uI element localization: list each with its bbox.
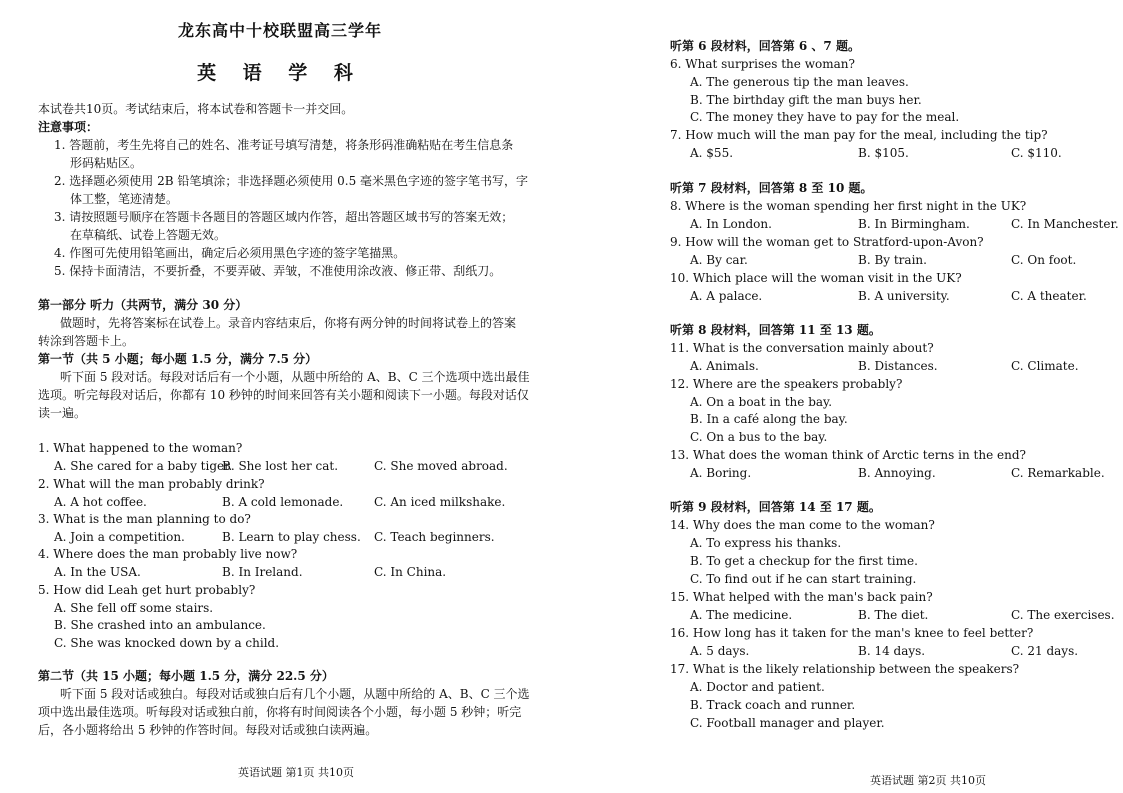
option-c: C. In Manchester. xyxy=(1011,217,1119,231)
option-a: A. The generous tip the man leaves. xyxy=(690,75,909,89)
question-14: 14. Why does the man come to the woman? xyxy=(670,518,935,532)
exam-page-1 xyxy=(0,0,560,793)
question-1: 1. What happened to the woman? xyxy=(38,441,243,455)
option-a: A. In London. xyxy=(690,217,772,231)
option-a: A. To express his thanks. xyxy=(690,536,842,550)
exam-header-title: 龙东高中十校联盟高三学年 xyxy=(177,21,382,40)
option-c: C. On foot. xyxy=(1011,253,1077,267)
exam-page-2 xyxy=(560,0,1123,793)
option-b: B. Learn to play chess. xyxy=(222,530,361,544)
question-6: 6. What surprises the woman? xyxy=(670,57,855,71)
option-c: C. On a bus to the bay. xyxy=(690,430,828,444)
option-b: B. By train. xyxy=(858,253,927,267)
option-c: C. Football manager and player. xyxy=(690,716,885,730)
option-c: C. She moved abroad. xyxy=(374,459,508,473)
question-17: 17. What is the likely relationship between the speakers? xyxy=(670,662,1020,676)
option-a: A. 5 days. xyxy=(690,644,750,658)
option-b: B. The birthday gift the man buys her. xyxy=(690,93,922,107)
question-10: 10. Which place will the woman visit in the UK? xyxy=(670,271,962,285)
option-b: B. She crashed into an ambulance. xyxy=(54,618,266,632)
option-c: C. In China. xyxy=(374,565,447,579)
option-a: A. On a boat in the bay. xyxy=(690,395,833,409)
option-b: B. To get a checkup for the first time. xyxy=(690,554,918,568)
option-b: B. Annoying. xyxy=(858,466,936,480)
section1-desc: 选项。听完每段对话后，你都有 10 秒钟的时间来回答有关小题和阅读下一小题。每段对话仅 xyxy=(38,388,529,402)
group-heading: 听第 7 段材料，回答第 8 至 10 题。 xyxy=(670,181,873,195)
option-a: A. In the USA. xyxy=(54,565,141,579)
page-footer: 英语试题 第1页 共10页 xyxy=(238,766,354,779)
option-a: A. She cared for a baby tiger. xyxy=(54,459,233,473)
option-b: B. A university. xyxy=(858,289,950,303)
question-9: 9. How will the woman get to Stratford-upon-Avon? xyxy=(670,235,984,249)
note-line: 4. 作图可先使用铅笔画出，确定后必须用黑色字迹的签字笔描黑。 xyxy=(54,246,406,260)
question-5: 5. How did Leah get hurt probably? xyxy=(38,583,256,597)
note-line: 形码粘贴区。 xyxy=(70,156,143,170)
section1-title: 第一节（共 5 小题；每小题 1.5 分，满分 7.5 分） xyxy=(38,352,318,366)
option-b: B. The diet. xyxy=(858,608,929,622)
part1-desc: 做题时，先将答案标在试卷上。录音内容结束后，你将有两分钟的时间将试卷上的答案 xyxy=(60,316,517,330)
option-b: B. $105. xyxy=(858,146,909,160)
notes-title: 注意事项： xyxy=(38,120,99,134)
question-7: 7. How much will the man pay for the meal, including the tip? xyxy=(670,128,1048,142)
option-a: A. A hot coffee. xyxy=(54,495,147,509)
option-a: A. $55. xyxy=(690,146,734,160)
question-2: 2. What will the man probably drink? xyxy=(38,477,265,491)
option-b: B. Track coach and runner. xyxy=(690,698,856,712)
part1-title: 第一部分 听力（共两节，满分 30 分） xyxy=(38,298,248,312)
option-a: A. By car. xyxy=(690,253,748,267)
option-b: B. She lost her cat. xyxy=(222,459,339,473)
option-b: B. In a café along the bay. xyxy=(690,412,848,426)
group-heading: 听第 9 段材料，回答第 14 至 17 题。 xyxy=(670,500,881,514)
section2-desc: 项中选出最佳选项。听每段对话或独白前，你将有时间阅读各个小题，每小题 5 秒钟；听完 xyxy=(38,705,522,719)
option-a: A. Boring. xyxy=(690,466,752,480)
option-c: C. A theater. xyxy=(1011,289,1087,303)
note-line: 3. 请按照题号顺序在答题卡各题目的答题区域内作答，超出答题区域书写的答案无效； xyxy=(54,210,514,224)
question-13: 13. What does the woman think of Arctic terns in the end? xyxy=(670,448,1026,462)
section2-desc: 后，各小题将给出 5 秒钟的作答时间。每段对话或独白读两遍。 xyxy=(38,723,378,737)
subject-title: 英 语 学 科 xyxy=(197,62,363,84)
note-line: 体工整，笔迹清楚。 xyxy=(70,192,179,206)
option-c: C. She was knocked down by a child. xyxy=(54,636,280,650)
option-b: B. In Ireland. xyxy=(222,565,303,579)
option-a: A. Animals. xyxy=(690,359,759,373)
option-b: B. Distances. xyxy=(858,359,938,373)
section2-desc: 听下面 5 段对话或独白。每段对话或独白后有几个小题，从题中所给的 A、B、C 三个选 xyxy=(60,687,530,701)
option-a: A. Join a competition. xyxy=(54,530,185,544)
question-12: 12. Where are the speakers probably? xyxy=(670,377,903,391)
question-3: 3. What is the man planning to do? xyxy=(38,512,251,526)
section2-title: 第二节（共 15 小题；每小题 1.5 分，满分 22.5 分） xyxy=(38,669,334,683)
section1-desc: 听下面 5 段对话。每段对话后有一个小题，从题中所给的 A、B、C 三个选项中选出最佳 xyxy=(60,370,530,384)
question-15: 15. What helped with the man's back pain? xyxy=(670,590,933,604)
option-a: A. The medicine. xyxy=(690,608,793,622)
option-c: C. Remarkable. xyxy=(1011,466,1105,480)
page-footer: 英语试题 第2页 共10页 xyxy=(870,774,986,787)
note-line: 5. 保持卡面清洁，不要折叠，不要弄破、弄皱，不准使用涂改液、修正带、刮纸刀。 xyxy=(54,264,502,278)
option-b: B. 14 days. xyxy=(858,644,926,658)
option-c: C. The exercises. xyxy=(1011,608,1115,622)
question-16: 16. How long has it taken for the man's knee to feel better? xyxy=(670,626,1034,640)
option-a: A. A palace. xyxy=(690,289,763,303)
note-line: 2. 选择题必须使用 2B 铅笔填涂；非选择题必须使用 0.5 毫米黑色字迹的签字笔书写，字 xyxy=(54,174,529,188)
option-c: C. The money they have to pay for the meal. xyxy=(690,110,960,124)
option-c: C. An iced milkshake. xyxy=(374,495,506,509)
note-line: 1. 答题前，考生先将自己的姓名、准考证号填写清楚，将条形码准确粘贴在考生信息条 xyxy=(54,138,514,152)
note-line: 在草稿纸、试卷上答题无效。 xyxy=(70,228,227,242)
option-a: A. She fell off some stairs. xyxy=(54,601,214,615)
option-c: C. $110. xyxy=(1011,146,1062,160)
option-b: B. A cold lemonade. xyxy=(222,495,344,509)
option-c: C. Teach beginners. xyxy=(374,530,495,544)
question-11: 11. What is the conversation mainly about? xyxy=(670,341,934,355)
group-heading: 听第 8 段材料，回答第 11 至 13 题。 xyxy=(670,323,881,337)
option-c: C. To find out if he can start training. xyxy=(690,572,917,586)
option-c: C. Climate. xyxy=(1011,359,1079,373)
option-b: B. In Birmingham. xyxy=(858,217,970,231)
intro-text: 本试卷共10页。考试结束后，将本试卷和答题卡一并交回。 xyxy=(38,102,354,116)
option-c: C. 21 days. xyxy=(1011,644,1079,658)
section1-desc: 读一遍。 xyxy=(38,406,87,420)
part1-desc: 转涂到答题卡上。 xyxy=(38,334,135,348)
option-a: A. Doctor and patient. xyxy=(690,680,825,694)
group-heading: 听第 6 段材料，回答第 6 、7 题。 xyxy=(670,39,860,53)
question-4: 4. Where does the man probably live now? xyxy=(38,547,298,561)
question-8: 8. Where is the woman spending her first night in the UK? xyxy=(670,199,1027,213)
